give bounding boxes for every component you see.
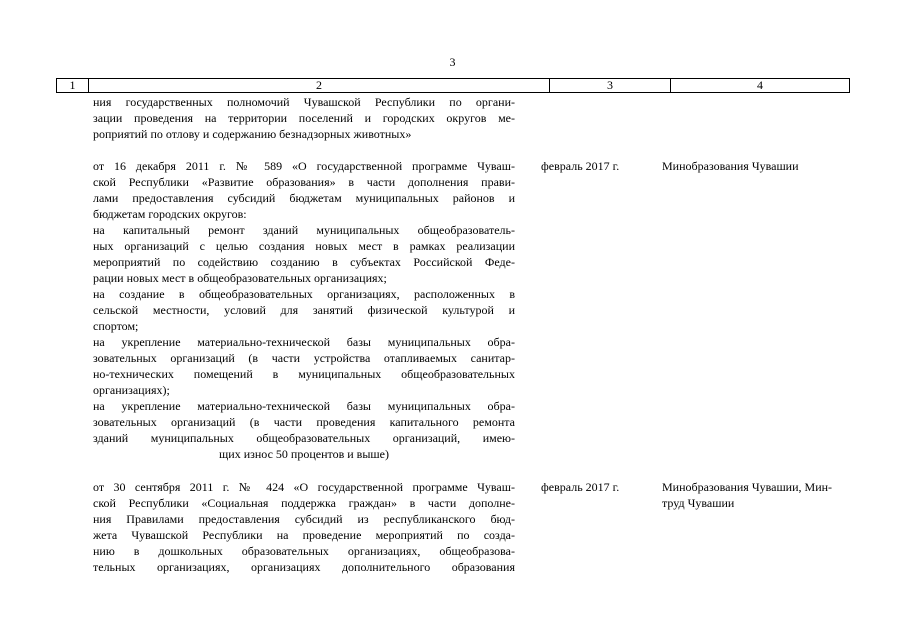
- text-line: на укрепление материально-технической базы муниципальных обра-: [93, 335, 515, 349]
- text-line: ской Республики «Развитие образования» в части дополнения прави-: [93, 175, 515, 189]
- header-col-1: 1: [57, 79, 89, 93]
- text-line: ния Правилами предоставления субсидий из республиканского бюд-: [93, 512, 515, 526]
- text-line: щих износ 50 процентов и выше): [219, 447, 389, 461]
- text-line: роприятий по отлову и содержанию безнадзорных животных»: [93, 127, 412, 141]
- row-text: [93, 158, 515, 462]
- row-text: [93, 479, 515, 575]
- header-col-4: 4: [671, 79, 850, 93]
- page-number: 3: [449, 55, 456, 69]
- text-line: организациях);: [93, 383, 170, 397]
- responsible-line: труд Чувашии: [662, 496, 735, 510]
- text-line: зации проведения на территории поселений и городских округов ме-: [93, 111, 515, 125]
- text-line: жета Чувашской Республики на проведение мероприятий по созда-: [93, 528, 515, 542]
- text-line: сельской местности, условий для занятий физической культурой и: [93, 303, 515, 317]
- header-col-2: 2: [89, 79, 550, 93]
- text-line: на капитальный ремонт зданий муниципальных общеобразователь-: [93, 223, 515, 237]
- row-text: [93, 94, 515, 142]
- text-line: на укрепление материально-технической базы муниципальных обра-: [93, 399, 515, 413]
- text-line: зовательных организаций (в части устройства отапливаемых санитар-: [93, 351, 515, 365]
- responsible-line: Минобразования Чувашии, Мин-: [662, 480, 833, 494]
- text-line: на создание в общеобразовательных организациях, расположенных в: [93, 287, 515, 301]
- row-date: февраль 2017 г.: [541, 480, 620, 494]
- row-responsible: [662, 479, 862, 511]
- row-date: февраль 2017 г.: [541, 159, 620, 173]
- text-line: рации новых мест в общеобразовательных организациях;: [93, 271, 387, 285]
- text-line: зовательных организаций (в части проведения капитального ремонта: [93, 415, 515, 429]
- text-line: зданий муниципальных общеобразовательных организаций, имею-: [93, 431, 515, 445]
- header-col-3: 3: [550, 79, 671, 93]
- text-line: ской Республики «Социальная поддержка граждан» в части дополне-: [93, 496, 515, 510]
- text-line: ных организаций с целью создания новых мест в рамках реализации: [93, 239, 515, 253]
- text-line: нию в дошкольных образовательных организациях, общеобразова-: [93, 544, 515, 558]
- text-line: бюджетам городских округов:: [93, 207, 247, 221]
- table-header: [56, 78, 850, 93]
- text-line: от 30 сентября 2011 г. № 424 «О государственной программе Чуваш-: [93, 480, 515, 494]
- text-line: но-технических помещений в муниципальных общеобразовательных: [93, 367, 515, 381]
- text-line: от 16 декабря 2011 г. № 589 «О государственной программе Чуваш-: [93, 159, 515, 173]
- row-responsible: Минобразования Чувашии: [662, 159, 799, 173]
- text-line: мероприятий по содействию созданию в субъектах Российской Феде-: [93, 255, 515, 269]
- text-line: лами предоставления субсидий бюджетам муниципальных районов и: [93, 191, 515, 205]
- text-line: ния государственных полномочий Чувашской Республики по органи-: [93, 95, 515, 109]
- text-line: спортом;: [93, 319, 139, 333]
- text-line: тельных организациях, организациях дополнительного образования: [93, 560, 515, 574]
